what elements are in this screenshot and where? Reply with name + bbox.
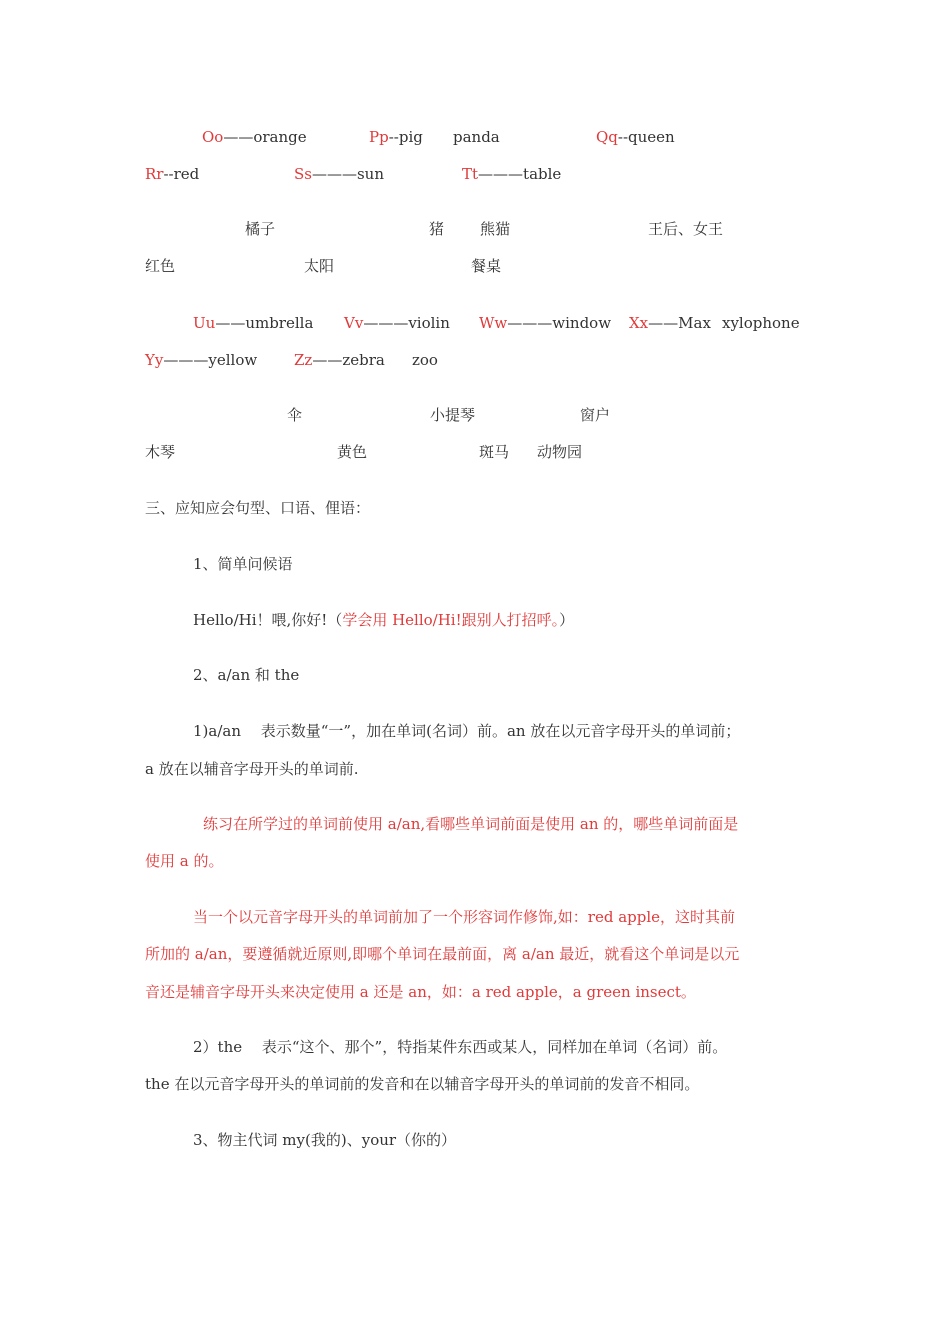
- letter-label: Ww: [479, 314, 508, 332]
- practice-line: 使用 a 的。: [145, 852, 224, 870]
- translation: 餐桌: [471, 257, 502, 275]
- translation: 窗户: [580, 406, 611, 424]
- vocab-word: ———window: [507, 314, 612, 332]
- vocab-pp: [369, 127, 423, 147]
- paragraph-line: the 在以元音字母开头的单词前的发音和在以辅音字母开头的单词前的发音不相同。: [145, 1075, 700, 1093]
- translation: 熊猫: [480, 220, 511, 238]
- vocab-xx: [629, 313, 711, 333]
- item-heading: 1、简单问候语: [193, 555, 293, 573]
- letter-label: Qq: [596, 128, 618, 146]
- translation: 小提琴: [430, 406, 476, 424]
- translation: 动物园: [537, 443, 583, 461]
- vocab-vv: [344, 313, 450, 333]
- vocab-word: ———violin: [363, 314, 450, 332]
- vocab-yy: [145, 350, 257, 370]
- rule-line: 当一个以元音字母开头的单词前加了一个形容词作修饰,如：red apple，这时其前: [193, 908, 736, 926]
- vocab-oo: [202, 127, 307, 147]
- greeting-note: 学会用 Hello/Hi!跟别人打招呼。: [342, 611, 560, 629]
- letter-label: Vv: [344, 314, 364, 332]
- vocab-word: --queen: [617, 128, 675, 146]
- translation: 橘子: [245, 220, 276, 238]
- paragraph-line: 1)a/an 表示数量“一”，加在单词(名词）前。an 放在以元音字母开头的单词前；: [193, 722, 741, 740]
- vocab-word: ——zebra: [312, 351, 385, 369]
- translation: 伞: [287, 406, 303, 424]
- paragraph-line: a 放在以辅音字母开头的单词前.: [145, 760, 359, 778]
- greeting-paren: ）: [559, 611, 575, 629]
- translation: 太阳: [304, 257, 335, 275]
- vocab-ss: [294, 164, 384, 184]
- rule-line: 所加的 a/an，要遵循就近原则,即哪个单词在最前面，离 a/an 最近，就看这个单词是以元: [145, 945, 740, 963]
- greeting-line: [193, 610, 574, 630]
- translation: 黄色: [337, 443, 368, 461]
- translation: 红色: [145, 257, 176, 275]
- letter-label: Ss: [294, 165, 312, 183]
- rule-line: 音还是辅音字母开头来决定使用 a 还是 an，如：a red apple，a green insect。: [145, 983, 696, 1001]
- letter-label: Uu: [193, 314, 216, 332]
- letter-label: Xx: [629, 314, 649, 332]
- vocab-word: ——orange: [223, 128, 307, 146]
- vocab-uu: [193, 313, 313, 333]
- vocab-ww: [479, 313, 611, 333]
- letter-label: Pp: [369, 128, 389, 146]
- vocab-word-zoo: zoo: [412, 351, 438, 369]
- greeting-text: Hello/Hi！喂,你好!（: [193, 611, 343, 629]
- vocab-zz: [294, 350, 385, 370]
- vocab-word: ———sun: [311, 165, 385, 183]
- letter-label: Tt: [462, 165, 479, 183]
- letter-label: Zz: [294, 351, 313, 369]
- vocab-word: --pig: [388, 128, 423, 146]
- paragraph-line: 2）the 表示“这个、那个”，特指某件东西或某人，同样加在单词（名词）前。: [193, 1038, 728, 1056]
- letter-label: Oo: [202, 128, 224, 146]
- section-heading: 三、应知应会句型、口语、俚语：: [145, 499, 371, 517]
- vocab-tt: [462, 164, 561, 184]
- letter-label: Yy: [145, 351, 164, 369]
- item-heading: 3、物主代词 my(我的)、your（你的）: [193, 1131, 457, 1149]
- item-heading: 2、a/an 和 the: [193, 666, 300, 684]
- vocab-word: ———yellow: [163, 351, 258, 369]
- vocab-word-panda: panda: [453, 128, 500, 146]
- letter-label: Rr: [145, 165, 164, 183]
- translation: 猪: [429, 220, 445, 238]
- vocab-qq: [596, 127, 675, 147]
- vocab-word-xylophone: xylophone: [722, 314, 800, 332]
- translation: 木琴: [145, 443, 176, 461]
- vocab-word: ——Max: [648, 314, 711, 332]
- practice-line: 练习在所学过的单词前使用 a/an,看哪些单词前面是使用 an 的，哪些单词前面是: [203, 815, 739, 833]
- translation: 斑马: [479, 443, 510, 461]
- vocab-word: ———table: [478, 165, 562, 183]
- translation: 王后、女王: [648, 220, 724, 238]
- vocab-word: --red: [163, 165, 200, 183]
- vocab-rr: [145, 164, 199, 184]
- vocab-word: ——umbrella: [215, 314, 314, 332]
